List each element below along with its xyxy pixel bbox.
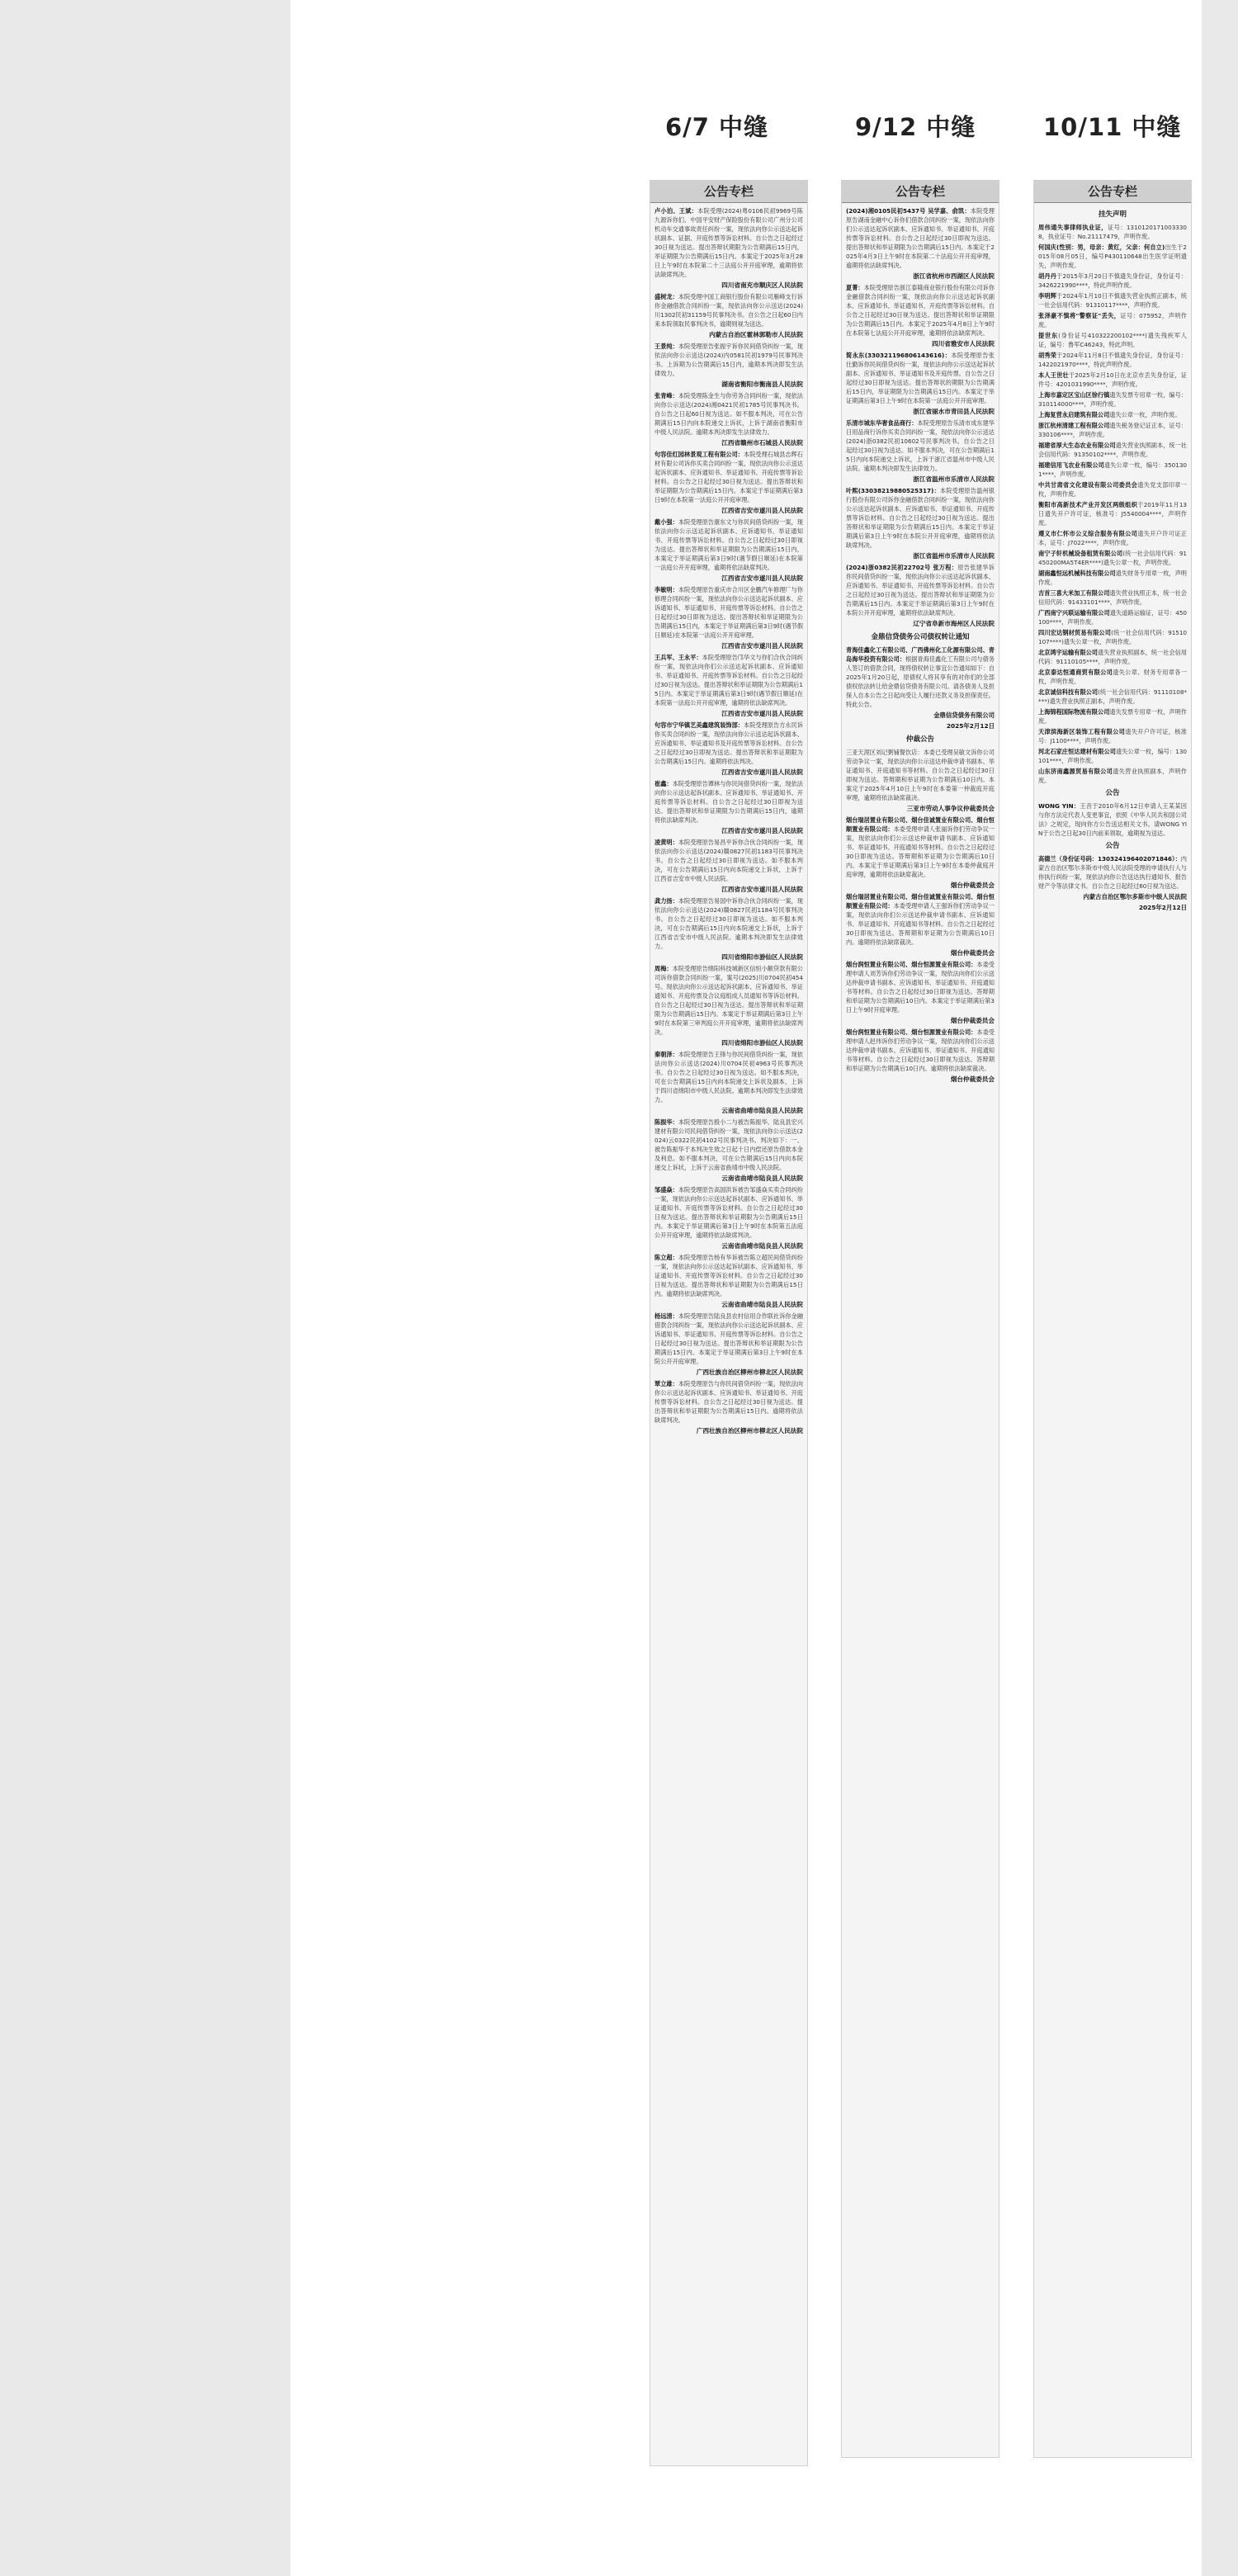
notice-paragraph [654,653,803,707]
issuing-court: 四川省雅安市人民法院 [932,340,995,347]
notice-paragraph [1038,529,1187,547]
notice-text: 本院受理原告王锋与你民间借贷纠纷一案，现依法向你公示送达(2024)川0704民初4963号民事判决书。自公告之日起经过30日视为送达。如不服本判决，可在公告期满后15日内向本院递交上诉状及副本，上诉于四川省绵阳市中级人民法院。逾期本判决即发生法律效力。 [654,1051,803,1104]
notice-paragraph [846,645,995,709]
notice-addressee: 王兵军、王永平： [654,654,702,661]
issuing-court: 三亚市劳动人事争议仲裁委员会 [906,805,995,812]
notice-text: 本院受理原告高国洪诉被告邹盛焱买卖合同纠纷一案，现依法向你公示送达起诉状副本、应诉通知书、举证通知书、开庭传票等诉讼材料。自公告之日起经过30日视为送达。提出答辩状和举证期限为公告期满后15日内。本案定于举证期满后第3日上午9时在本院第五法庭公开开庭审理，逾期将依法缺席判决。 [654,1186,803,1239]
issuing-court: 江西省赣州市石城县人民法院 [721,439,803,447]
notice-text: 遗失公章一枚，编号：130101****，声明作废。 [1038,748,1187,764]
gutter-right [1202,0,1238,2576]
notice-addressee: 福建省厚大生态农业有限公司 [1038,442,1116,449]
notice-addressee: 高德兰（身份证号码：130324196402071846）： [1038,855,1181,863]
notice-text: 本院受理原告张振宇诉你民间借贷纠纷一案，现依法向你公示送达(2024)内0581民初1979号民事判决书。上诉期为公告期满后15日内，逾期本判决即发生法律效力。 [654,343,803,377]
notice-addressee: WONG YIN： [1038,802,1080,810]
notice-text: 原告张建华诉你民间借贷纠纷一案，现依法向你公示送达起诉状副本、应诉通知书、举证通知书、开庭传票等诉讼材料。自公告之日起经过30日视为送达。提出答辩状和举证期限为公告期满后15日内。本案定于举证期满后第3日上午9时在本院公开开庭审理，逾期将依法缺席判决。 [846,564,995,617]
notice-text: 于2024年11月8日不慎遗失身份证，身份证号：1422021970****，特此声明作废。 [1038,352,1187,368]
notice-paragraph [654,1185,803,1240]
notice-addressee: 何国庆(性别：男，母亲：黄红，父亲：何自立) [1038,243,1165,251]
notice-text: 遗失公章一枚，编号：3501301****，声明作废。 [1038,461,1187,478]
notice-text: 本院受理原告重庆市合川区金鹏汽车修理厂与你修理合同纠纷一案，现依法向你公示送达起诉状副本、应诉通知书、举证通知书、开庭传票等诉讼材料。自公告之日起经过30日即视为送达。提出答辩状和举证期限为公告期满后15日内，本案定于举证期满后第3日9时(遇节假日顺延)在本院第一法庭公开开庭审理。 [654,586,803,639]
notice-paragraph [1038,291,1187,310]
notice-text: 本院受理原告谭林与你民间借贷纠纷一案，现依法向你公示送达起诉状副本、应诉通知书、举证通知书、开庭传票等诉讼材料。自公告之日起经过30日即视为送达。提出答辩状和举证期限为公告期满后15日内，逾期将依法缺席判决。 [654,780,803,824]
column-body [1034,203,1191,913]
notice-paragraph [654,1379,803,1425]
notice-text: 本院受理原告浙江泰隆商业银行股份有限公司诉你金融借款合同纠纷一案，现依法向你公示送达起诉状副本、应诉通知书、举证通知书、开庭传票等诉讼材料。自公告之日起经过30日视为送达。提出答辩状和举证期限为公告期满后15日内。本案定于2025年4月8日上午9时在本院第七法庭公开开庭审理，逾期将依法缺席判决。 [846,284,995,337]
notice-paragraph [654,1253,803,1298]
notice-addressee: 北京泰达恒通商贸有限公司 [1038,669,1113,676]
column-header-2: 9/12 中缝 [855,113,976,141]
notice-paragraph [1038,480,1187,499]
notice-text: 于2019年11月13日遗失开户许可证，核准号：J5540004****，声明作废。 [1038,501,1187,527]
notice-addressee: 提世东 [1038,332,1059,339]
notice-text: 出生于2015年08月05日，编号P430110648出生医学证明遗失，声明作废。 [1038,243,1187,269]
notice-paragraph [654,518,803,572]
notice-addressee: 王景纯： [654,343,678,350]
notice-column-2 [841,180,999,2458]
notice-text: 根据青海佳鑫化工有限公司与债务人签订的借款合同，现将债权转让事宜公告通知如下：自2025年1月20日起，原债权人将其享有的对你们的全部债权依法转让给金鼎信贷债务有限公司。请各债务人及担保人自本公告之日起向受让人履行还款义务及担保责任。特此公告。 [846,655,995,708]
notice-column-1 [650,180,808,2466]
notice-text: (统一社会信用代码：91450200MA5T4ER****)遗失公章一枚，声明作废。 [1038,550,1187,566]
notice-paragraph [654,721,803,766]
notice-addressee: (2024)浙0382民初22702号 张万程： [846,564,958,571]
column-body [650,203,807,1436]
notice-paragraph [846,748,995,802]
notice-paragraph [1038,569,1187,587]
issuing-court: 云南省曲靖市陆良县人民法院 [721,1107,803,1114]
notice-text: (统一社会信用代码：91110108****)遗失营业执照正副本，声明作废。 [1038,688,1187,705]
notice-paragraph [1038,223,1187,241]
notice-text: 本委受理申请人赵伟诉你们劳动争议一案，现依法向你们公示送达仲裁申请书副本、应诉通知书、举证通知书、开庭通知书等材料。自公告之日起经过30日即视为送达。答辩期和举证期为公告期满后10日内。逾期将依法缺席裁决。 [846,1028,995,1072]
notice-addressee: 上海锦程国际物流有限公司 [1038,708,1110,716]
section-heading: 公告 [1105,789,1120,797]
notice-paragraph [846,1028,995,1073]
notice-addressee: 凌黄明： [654,839,678,846]
notice-addressee: 秦朝泽： [654,1051,678,1058]
notice-addressee: 四川宏达钢材贸易有限公司 [1038,629,1112,636]
notice-text: 于2025年2月10日在北京市丢失身份证，证件号：4201031990****，声明作废。 [1038,371,1187,388]
issuing-court: 广西壮族自治区柳州市柳北区人民法院 [696,1427,803,1435]
issuing-court: 广西壮族自治区柳州市柳北区人民法院 [696,1368,803,1376]
column-body [842,203,999,1085]
notice-addressee: 衡阳市高新技术产业开发区两级组织 [1038,501,1138,508]
notice-text: 本院受理原告湖南金融中心诉你们借款合同纠纷一案，现依法向你们公示送达起诉状副本、应诉通知书、举证通知书、开庭传票等诉讼材料。自公告之日起经过30日即视为送达。提出答辩状和举证期限为公告期满后15日内。本案定于2025年4月3日上午9时在本院第二十法庭公开开庭审理，逾期将依法缺席判决。 [846,207,995,269]
notice-paragraph [846,206,995,270]
notice-paragraph [1038,272,1187,290]
notice-addressee: 龚力扬： [654,897,678,905]
notice-addressee: 山东济南鑫源贸易有限公司 [1038,768,1113,775]
notice-addressee: 南宁子轩机械设备租赁有限公司 [1038,550,1123,557]
notice-addressee: 句容市宁华镇艺美鑫建筑装饰部： [654,721,744,729]
notice-text: 本院受理石城县志辉石材有限公司诉你买卖合同纠纷一案，现依法向你公示送达起诉状副本、应诉通知书、举证通知书、开庭传票等诉讼材料。自公告之日起经过30日视为送达。提出答辩状和举证期限为公告期满后15日内。本案定于举证期满后第3日9时在本院第一法庭公开开庭审理。 [654,451,803,503]
notice-paragraph [846,351,995,405]
notice-paragraph [1038,351,1187,369]
notice-addressee: 胡秀荣 [1038,352,1057,359]
notice-paragraph [1038,801,1187,838]
issuing-court: 江西省吉安市遂川县人民法院 [721,768,803,776]
notice-text: 本院受理原告绵阳科技城新区信恒小额贷款有限公司诉你借款合同纠纷一案，案号(2025)川0704民初454号。现依法向你公示送达起诉状副本、应诉通知书、举证通知书、开庭传票及合议庭组成人员通知书等诉讼材料。自公告之日起经过30日视为送达。提出答辩状和举证期限为公告期满后15日内。本案定于举证期满后第3日上午9时在本院第三审判庭公开开庭审理，逾期将依法缺席判决。 [654,965,803,1036]
issuing-court: 辽宁省阜新市海州区人民法院 [913,620,995,627]
notice-paragraph [654,585,803,640]
notice-text: 遗失党支部印章一枚，声明作废。 [1038,481,1187,498]
notice-addressee: 卢小泊、王斌： [654,207,698,215]
notice-text: 本院受理原告温州银行股份有限公司诉你金融借款合同纠纷一案，现依法向你公示送达起诉状副本、应诉通知书、举证通知书、开庭传票等诉讼材料。自公告之日起经过30日视为送达。提出答辩状和举证期限为公告期满后15日内。本案定于举证期满后第3日上午9时在本院公开开庭审理，逾期将依法缺席判决。 [846,487,995,549]
notice-paragraph [846,486,995,550]
notice-addressee: 烟台瑞居置业有限公司、烟台佳诚置业有限公司、烟台恒顺置业有限公司： [846,893,995,910]
notice-addressee: 覃立雄： [654,1380,678,1387]
issuing-court: 江西省吉安市遂川县人民法院 [721,827,803,834]
notice-text: 本院受理原告陆良县农村信用合作联社诉你金融借款合同纠纷一案，现依法向你公示送达起诉状副本、应诉通知书、举证通知书、开庭传票等诉讼材料。自公告之日起经过30日视为送达。提出答辩状和举证期限为公告期满后15日内。本案定于举证期满后第3日上午9时在本院公开开庭审理。 [654,1312,803,1365]
notice-paragraph [1038,461,1187,479]
notice-paragraph [1038,628,1187,646]
issuing-court: 烟台仲裁委员会 [950,949,995,957]
notice-text: 于2024年1月10日不慎遗失营业执照正副本，统一社会信用代码：91310117****，声明作废。 [1038,292,1187,309]
notice-text: 本院受理原告邝华文与你们合伙合同纠纷一案，现依法向你们公示送达起诉状副本、应诉通知书、举证通知书、开庭传票等诉讼材料。自公告之日起经过30日视为送达。提出答辩状和举证期限为公告期满后15日内。本案定于举证期满后第3日9时(遇节假日顺延)在本院第一法庭公开开庭审理，逾期将依法缺席判决。 [654,654,803,707]
issuing-court: 江西省吉安市遂川县人民法院 [721,710,803,717]
notice-text: 遗失公章、财务专用章各一枚，声明作废。 [1038,669,1187,685]
notice-paragraph [654,391,803,437]
section-heading: 公告 [1105,842,1120,850]
notice-paragraph [1038,390,1187,409]
notice-text: 遗失公章一枚，声明作废。 [1109,411,1181,418]
notice-addressee: 简永东(330321196806143616)： [846,352,952,359]
notice-addressee: 湖南鑫恒远机械科技有限公司 [1038,570,1116,577]
column-title: 公告专栏 [650,181,807,203]
signature-line: 金鼎信贷债务有限公司 [933,711,995,719]
notice-addressee: 胡丹丹 [1038,272,1057,280]
notice-addressee: 吉首三喜大米加工有限公司 [1038,589,1110,597]
notice-paragraph [654,964,803,1037]
notice-paragraph [1038,707,1187,726]
notice-addressee: 乐清市城东华奢食品商行： [846,419,918,427]
notice-addressee: 北京诚信科技有限公司 [1038,688,1099,696]
signature-line: 内蒙古自治区鄂尔多斯市中级人民法院 [1083,893,1187,900]
notice-text: 三亚天涯区刘记粥铺餐饮店：本委已受理吴敏文诉你公司劳动争议一案，现依法向你公示送达仲裁申请书副本、举证通知书、开庭通知书等材料。自公告之日起经过30日即视为送达。答辩期和举证期为公告期满后10日内。本案定于2025年4月10日上午9时在本委第一仲裁庭开庭审理，逾期将依法缺席裁决。 [846,749,995,801]
notice-addressee: 上海复营永启建筑有限公司 [1038,411,1110,418]
notice-text: 本院受理原告易昌平诉你合伙合同纠纷一案，现依法向你公示送达(2024)赣0827民初1183号民事判决书。自公告之日起经过30日即视为送达。如不服本判决，可在公告期满后15日内向本院递交上诉状，上诉于江西省吉安市中级人民法院。 [654,839,803,882]
notice-addressee: 戴小强： [654,518,678,526]
notice-text: 本委受理申请人刘芳诉你们劳动争议一案，现依法向你们公示送达仲裁申请书副本、应诉通知书、举证通知书、开庭通知书等材料。自公告之日起经过30日即视为送达。答辩期和举证期为公告期满后10日内。本案定于举证期满后第3日上午9时开庭审理。 [846,961,995,1014]
issuing-court: 内蒙古自治区霍林郭勒市人民法院 [709,331,803,338]
notice-text: 遗失营业执照副本，统一社会信用代码：91110105****，声明作废。 [1038,649,1187,665]
notice-paragraph [654,838,803,883]
notice-paragraph [1038,688,1187,706]
notice-text: 本院受理原告张仕勤诉你民间借贷纠纷一案，现依法向你公示送达起诉状副本、应诉通知书、举证通知书及开庭传票。自公告之日起经过30日即视为送达。提出答辩状的期限为公告期满后15日内，举证期限为公告期满后15日内。本案定于举证期满后第3日上午9时在本院第一法庭公开开庭审理。 [846,352,995,404]
notice-text: 本委受理申请人王强诉你们劳动争议一案，现依法向你们公示送达仲裁申请书副本、应诉通知书、举证通知书、开庭通知书等材料。自公告之日起经过30日即视为送达。答辩期和举证期为公告期满后10日内。逾期将依法缺席裁决。 [846,902,995,946]
issuing-court: 浙江省杭州市西湖区人民法院 [913,272,995,280]
notice-text: 遗失发票专用章一枚，编号：310114000****，声明作废。 [1038,391,1187,408]
notice-paragraph [1038,854,1187,891]
notice-addressee: 夏菁： [846,284,864,291]
notice-paragraph [1038,767,1187,785]
notice-addressee: 张泽豪不慎将"警察证"丢失， [1038,312,1121,319]
notice-addressee: 上海市嘉定区宝山区徐行镇 [1038,391,1110,399]
notice-addressee: 周梅： [654,965,673,972]
notice-addressee: 李明辉 [1038,292,1057,300]
notice-addressee: 北京鸿宇运输有限公司 [1038,649,1098,656]
notice-paragraph [654,342,803,378]
issuing-court: 烟台仲裁委员会 [950,882,995,889]
notice-text: 内蒙古自治区鄂尔多斯市中级人民法院受理的申请执行人与你执行纠纷一案，现依法向你公告送达执行通知书、报告财产令等法律文书。自公告之日起经过60日视为送达。 [1038,855,1187,890]
column-title: 公告专栏 [842,181,999,203]
notice-addressee: 张青峰： [654,392,678,399]
issuing-court: 云南省曲靖市陆良县人民法院 [721,1175,803,1182]
column-title: 公告专栏 [1034,181,1191,203]
notice-paragraph [846,815,995,879]
notice-addressee: 广西南宁兴联运输有限公司 [1038,609,1110,617]
issuing-court: 四川省绵阳市游仙区人民法院 [721,1039,803,1047]
notice-paragraph [1038,441,1187,459]
notice-addressee: 崔鑫： [654,780,673,787]
notice-addressee: 句容佳红园林景观工程有限公司： [654,451,744,458]
issuing-court: 烟台仲裁委员会 [950,1017,995,1024]
notice-paragraph [846,892,995,947]
signature-line: 2025年2月12日 [946,722,995,730]
notice-text: (统一社会信用代码：91510107****)遗失公章一枚，声明作废。 [1038,629,1187,645]
notice-addressee: 烟台瑞居置业有限公司、烟台佳诚置业有限公司、烟台恒顺置业有限公司： [846,816,995,833]
notice-paragraph [1038,410,1187,419]
issuing-court: 浙江省温州市乐清市人民法院 [913,552,995,560]
notice-paragraph [654,292,803,328]
notice-text: 本院受理原告乐清市成东建华日用品商行诉你买卖合同纠纷一案，现依法向你公示送达(2024)浙0382民初10602号民事判决书。自公告之日起经过30日视为送达。如不服本判决，可在公告期满后15日内向本院递交上诉状，上诉于浙江省温州市中级人民法院。逾期本判决即发生法律效力。 [846,419,995,472]
notice-paragraph [1038,500,1187,527]
notice-addressee: 邹盛焱： [654,1186,678,1193]
notice-paragraph [846,418,995,473]
notice-addressee: 烟台润恒置业有限公司、烟台恒源置业有限公司： [846,1028,977,1036]
notice-paragraph [1038,331,1187,349]
notice-text: 本院受理原告康东文与你民间借贷纠纷一案，现依法向你公示送达起诉状副本、应诉通知书、举证通知书、开庭传票等诉讼材料。自公告之日起经过30日即视为送达。提出答辩状和举证期限为公告期满后15日内，本案定于举证期满后第3日9时(遇节假日顺延)在本院第一法庭公开开庭审理，逾期将依法缺席判决。 [654,518,803,571]
notice-text: 本院受理原告方永民诉你买卖合同纠纷一案，现依法向你公示送达起诉状副本、应诉通知书、举证通知书及开庭传票等诉讼材料。自公告之日起经过30日即视为送达。提出答辩状和举证期限为公告期满后15日内。逾期将依法判决。 [654,721,803,765]
issuing-court: 四川省南充市顺庆区人民法院 [721,281,803,289]
section-heading: 仲裁公告 [905,735,934,744]
notice-addressee: 天津滨海新区装饰工程有限公司 [1038,728,1126,735]
notice-text: 于2015年3月20日不慎遗失身份证，身份证号：3426221990****，特此声明作废。 [1038,272,1187,289]
notice-paragraph [654,206,803,279]
notice-addressee: 中共甘肃省文化建设有限公司委员会 [1038,481,1138,489]
issuing-court: 四川省绵阳市游仙区人民法院 [721,953,803,961]
notice-paragraph [1038,421,1187,439]
notice-text: 本院受理原告与你民间借贷纠纷一案，现依法向你公示送达起诉状副本、应诉通知书、举证通知书、开庭传票等诉讼材料。自公告之日起经过30日视为送达。提出答辩状和举证期限为公告期满后15日内。逾期将依法缺席判决。 [654,1380,803,1424]
notice-text: 遗失道路运输证，证号：450100****，声明作废。 [1038,609,1187,626]
issuing-court: 江西省吉安市遂川县人民法院 [721,507,803,514]
notice-paragraph [846,283,995,338]
notice-text: 本委受理申请人张丽诉你们劳动争议一案，现依法向你们公示送达仲裁申请书副本、应诉通知书、举证通知书、开庭通知书等材料。自公告之日起经过30日即视为送达。答辩期和举证期为公告期满后10日内。本案定于举证期满后第3日上午9时在本委仲裁庭开庭审理，逾期将依法缺席裁决。 [846,825,995,878]
notice-addressee: 李敏明： [654,586,678,593]
notice-paragraph [1038,311,1187,329]
notice-paragraph [1038,727,1187,745]
notice-paragraph [1038,608,1187,626]
notice-addressee: 青海佳鑫化工有限公司、广西佛州化工化源有限公司、青岛海华投资有限公司： [846,646,995,663]
notice-paragraph [1038,588,1187,607]
notice-paragraph [1038,549,1187,567]
signature-line: 2025年2月12日 [1138,904,1187,911]
notice-addressee: 本人王世壮 [1038,371,1069,379]
notice-addressee: 陈立超： [654,1254,678,1261]
column-header-3: 10/11 中缝 [1043,113,1182,141]
notice-text: 本院受理陈金生与你劳务合同纠纷一案，现依法向你公示送达(2024)湘0421民初1785号民事判决书。自公告之日起60日视为送达。如不服本判决，可在公告期满后15日内向本院递交上诉状，上诉于湖南省衡阳市中级人民法院。逾期本判决即发生法律效力。 [654,392,803,436]
notice-paragraph [1038,371,1187,389]
issuing-court: 浙江省温州市乐清市人民法院 [913,475,995,483]
notice-text: 本院受理(2024)粤0106民初9969号陈九源诉你们、中国平安财产保险股份有限公司广州分公司机动车交通事故责任纠纷一案，现依法向你公示送达起诉状副本、证据、开庭传票等诉讼材料。自公告之日起经过30日视为送达。提出答辩状期限为公告期满后15日内，举证期限为公告期满后15日内。本案定于2025年3月28日上午9时在本院第二十三法庭公开开庭审理，逾期将依法缺席判决。 [654,207,803,278]
notice-addressee: 福建信用飞农业有限公司 [1038,461,1104,469]
notice-text: (身份证号410322200102****)遗失残疾军人证，编号：鲁军C46243，特此声明。 [1038,332,1187,348]
gutter-left [0,0,291,2576]
notice-paragraph [1038,648,1187,666]
notice-paragraph [654,1312,803,1366]
notice-text: 遗失发票专用章一枚，声明作废。 [1038,708,1187,725]
notice-text: 本院受理中国工商银行股份有限公司雁峰支行诉你金融借款合同纠纷一案，现依法向你公示送达(2024)川1302民初31159号民事判决书。自公告之日起60日内来本院领取民事判决书，逾期则视为送达。 [654,293,803,328]
notice-paragraph [654,450,803,504]
notice-text: 遗失营业执照副本，统一社会信用代码：91350102****，声明作废。 [1038,442,1187,458]
issuing-court: 湖南省衡阳市衡南县人民法院 [721,380,803,388]
notice-paragraph [1038,243,1187,270]
notice-paragraph [654,779,803,825]
notice-addressee: 叶熙(33038219880525317)： [846,487,940,494]
notice-text: 遗失营业执照正本，统一社会信用代码：91433101****，声明作废。 [1038,589,1187,606]
notice-text: 遗失营业执照副本，声明作废。 [1038,768,1187,784]
notice-paragraph [654,896,803,951]
notice-column-3 [1033,180,1192,2458]
column-header-1: 6/7 中缝 [665,113,769,141]
notice-text: 王音于2010年6月12日申请人王某某因与你方法定代表人变更事宜，依照《中华人民共和国公司法》之规定，现向你方公告送达相关文书。请WONG YIN于公告之日起30日内前来领取，逾期视为送达。 [1038,802,1187,837]
notice-paragraph [846,563,995,617]
notice-paragraph [1038,747,1187,765]
notice-text: 本院受理原告易国中诉你合伙合同纠纷一案，现依法向你公示送达(2024)赣0827民初1184号民事判决书。自公告之日起经过30日即视为送达。如不服本判决，可在公告期满后15日内向本院递交上诉状，上诉于江西省吉安市中级人民法院。逾期本判决即发生法律效力。 [654,897,803,950]
notice-addressee: 浙江杭州清建工程有限公司 [1038,422,1110,429]
notice-text: 遗失开户许可证正本，证号：J7022****，声明作废。 [1038,530,1187,546]
issuing-court: 江西省吉安市遂川县人民法院 [721,574,803,582]
notice-addressee: 周伟通失事律师执业证， [1038,224,1108,231]
notice-text: 遗失开户许可证，核准号：J1100****，声明作废。 [1038,728,1187,744]
notice-text: 遗失税务登记证正本，证号：330106****，声明作废。 [1038,422,1187,438]
notice-addressee: 盛树龙： [654,293,678,300]
notice-paragraph [846,960,995,1014]
notice-addressee: 杨远清： [654,1312,678,1320]
notice-text: 本院受理原告殷小二与被告陈振华、陆良县宏兴建材有限公司民间借贷纠纷一案，现依法向你公示送达(2024)云0322民初4102号民事判决书。判决如下：一、被告陈振华于本判决生效之日起十日内偿还原告借款本金及利息。如不服本判决，可在公告期满后15日内向本院递交上诉状，上诉于云南省曲靖市中级人民法院。 [654,1118,803,1171]
notice-addressee: 陈振华： [654,1118,678,1126]
issuing-court: 云南省曲靖市陆良县人民法院 [721,1242,803,1250]
notice-addressee: (2024)湘0105民初5437号 吴学嘉、俞凯： [846,207,971,215]
notice-paragraph [654,1050,803,1104]
notice-paragraph [654,1118,803,1172]
issuing-court: 浙江省丽水市青田县人民法院 [913,408,995,415]
notice-text: 遗失财务专用章一枚，声明作废。 [1038,570,1187,586]
issuing-court: 江西省吉安市遂川县人民法院 [721,886,803,893]
notice-addressee: 烟台润恒置业有限公司、烟台恒源置业有限公司： [846,961,977,968]
issuing-court: 江西省吉安市遂川县人民法院 [721,642,803,650]
notice-text: 证号：13101201710033308，执业证号：No.21117479，声明作废。 [1038,224,1187,240]
notice-addressee: 河北石家庄恒达建材有限公司 [1038,748,1116,755]
notice-paragraph [1038,668,1187,686]
notice-text: 证号：075952，声明作废。 [1038,312,1187,328]
notice-addressee: 遵义市仁怀市公义综合服务有限公司 [1038,530,1138,537]
notice-text: 本院受理原告杨有华诉被告陈立超民间借贷纠纷一案，现依法向你公示送达起诉状副本、应诉通知书、举证通知书、开庭传票等诉讼材料。自公告之日起经过30日视为送达。提出答辩状和举证期限为公告期满后15日内。逾期将依法缺席判决。 [654,1254,803,1297]
issuing-court: 云南省曲靖市陆良县人民法院 [721,1301,803,1308]
issuing-court: 烟台仲裁委员会 [950,1075,995,1083]
section-heading: 金鼎信贷债务公司债权转让通知 [871,633,970,641]
section-heading: 挂失声明 [1098,210,1127,219]
